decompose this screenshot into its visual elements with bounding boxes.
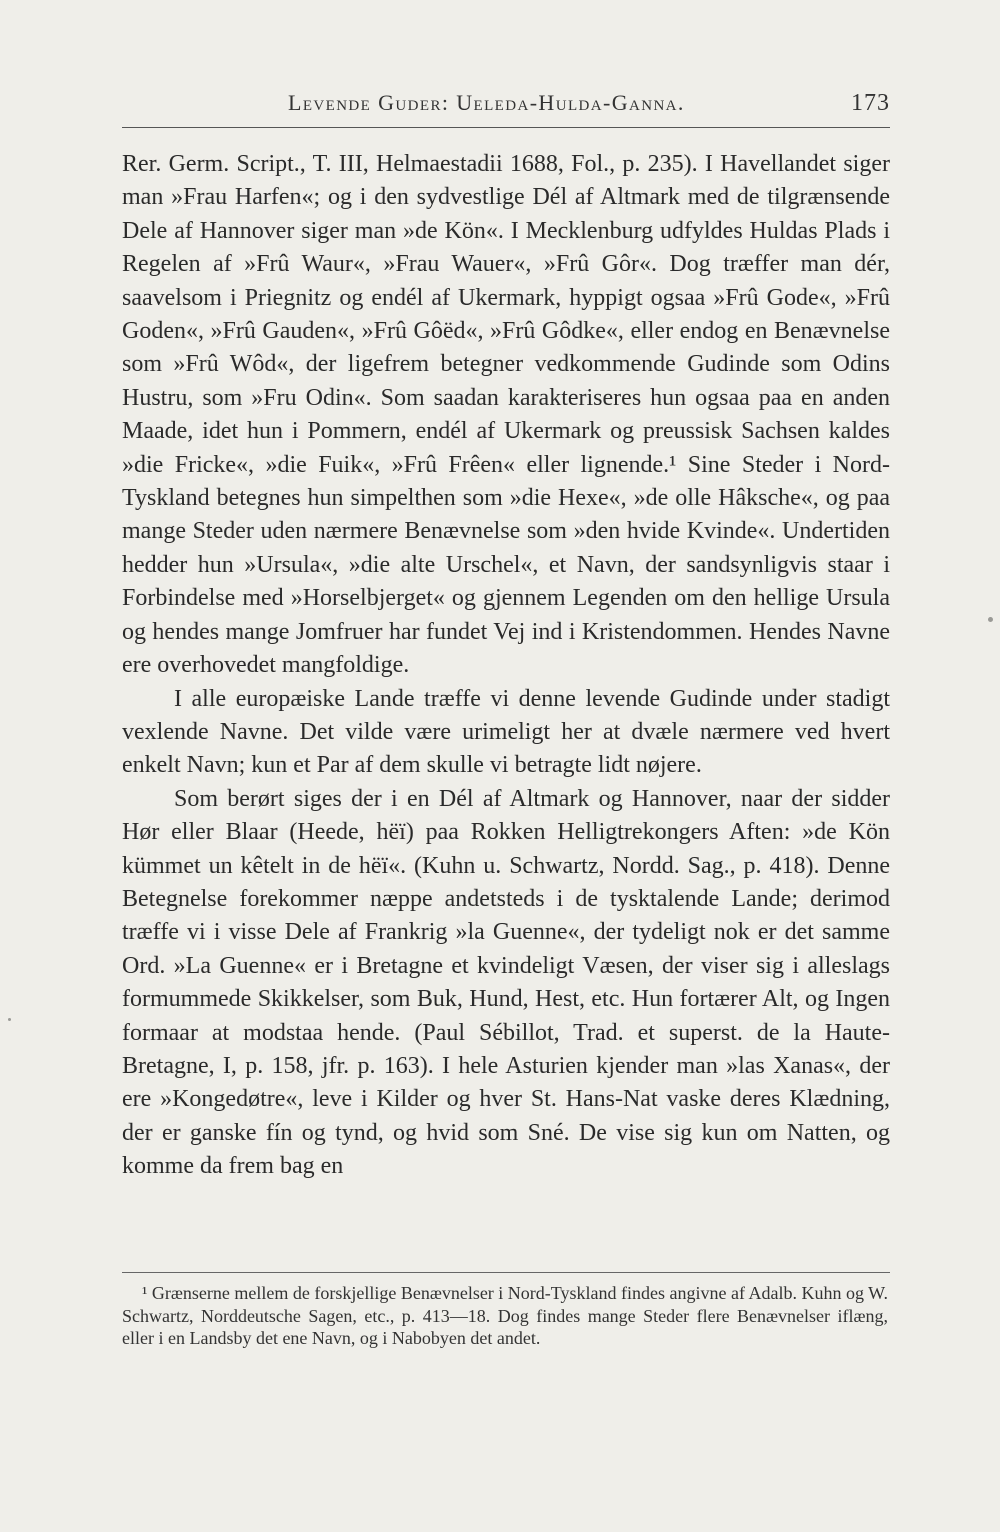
paragraph-1: Rer. Germ. Script., T. III, Helmaestadii 1688, Fol., p. 235). I Havellandet siger man »Frau Harfen«; og i den sydvestlige Dél af Altmark med de tilgrænsende Dele af Hannover siger man »de Kön«. I Mecklenburg udfyldes Huldas Plads i Regelen af »Frû Waur«, »Frau Wauer«, »Frû Gôr«. Dog træffer man dér, saavelsom i Priegnitz og endél af Ukermark, hyppigt ogsaa »Frû Gode«, »Frû Goden«, »Frû Gauden«, »Frû Gôëd«, »Frû Gôdke«, eller endog en Benævnelse som »Frû Wôd«, der ligefrem betegner vedkommende Gudinde som Odins Hustru, som »Fru Odin«. Som saadan karakteriseres hun ogsaa paa en anden Maade, idet hun i Pommern, endél af Ukermark og preussisk Sachsen kaldes »die Fricke«, »die Fuik«, »Frû Frêen« eller lignende.¹ Sine Steder i Nord-Tyskland betegnes hun simpelthen som »die Hexe«, »de olle Hâksche«, og paa mange Steder uden nærmere Benævnelse som »den hvide Kvinde«. Undertiden hedder hun »Ursula«, »die alte Urschel«, et Navn, der sandsynligvis staar i Forbindelse med »Horselbjerget« og gjennem Legenden om den hellige Ursula og hendes mange Jomfruer har fundet Vej ind i Kristendommen. Hendes Navne ere overhovedet mangfoldige. — [122, 151, 890, 679]
header-rule — [122, 127, 890, 128]
paper-speck — [8, 1018, 11, 1021]
paragraph-3: Som berørt siges der i en Dél af Altmark og Hannover, naar der sidder Hør eller Blaar (Heede, hëï) paa Rokken Helligtrekongers Aften: »de Kön kümmet un kêtelt in de hëï«. (Kuhn u. Schwartz, Nordd. Sag., p. 418). Denne Betegnelse forekommer næppe andetsteds i de tysktalende Lande; derimod træffe vi i visse Dele af Frankrig »la Guenne«, der tydeligt nok er det samme Ord. »La Guenne« er i Bretagne et kvindeligt Væsen, der viser sig i alleslags formummede Skikkelser, som Buk, Hund, Hest, etc. Hun fortærer Alt, og Ingen formaar at modstaa hende. (Paul Sébillot, Trad. et superst. de la Haute-Bretagne, I, p. 158, jfr. p. 163). I hele Asturien kjender man »las Xanas«, der ere »Kongedøtre«, leve i Kilder og hver St. Hans-Nat vaske deres Klædning, der er ganske fín og tynd, og hvid som Sné. De vise sig kun om Natten, og komme da frem bag en — [122, 785, 890, 1180]
footnote-1: ¹ Grænserne mellem de forskjellige Benævnelser i Nord-Tyskland findes angivne af Adalb. Kuhn og W. Schwartz, Norddeutsche Sagen, etc., p. 413—18. Dog findes mange Steder flere Benævnelser iflæng, eller i en Landsby det ene Navn, og i Nabobyen det andet. — [122, 1283, 888, 1348]
running-head — [122, 88, 890, 124]
paper-speck — [988, 617, 993, 622]
running-head-title: Levende Guder: Ueleda-Hulda-Ganna. — [288, 90, 685, 115]
body-text — [122, 148, 890, 1184]
footnote-rule — [122, 1272, 890, 1273]
paragraph-2: I alle europæiske Lande træffe vi denne levende Gudinde under stadigt vexlende Navne. Det vilde være urimeligt her at dvæle nærmere ved hvert enkelt Navn; kun et Par af dem skulle vi betragte lidt nøjere. — [122, 685, 890, 779]
footnotes — [122, 1282, 888, 1350]
page-number: 173 — [851, 90, 890, 116]
